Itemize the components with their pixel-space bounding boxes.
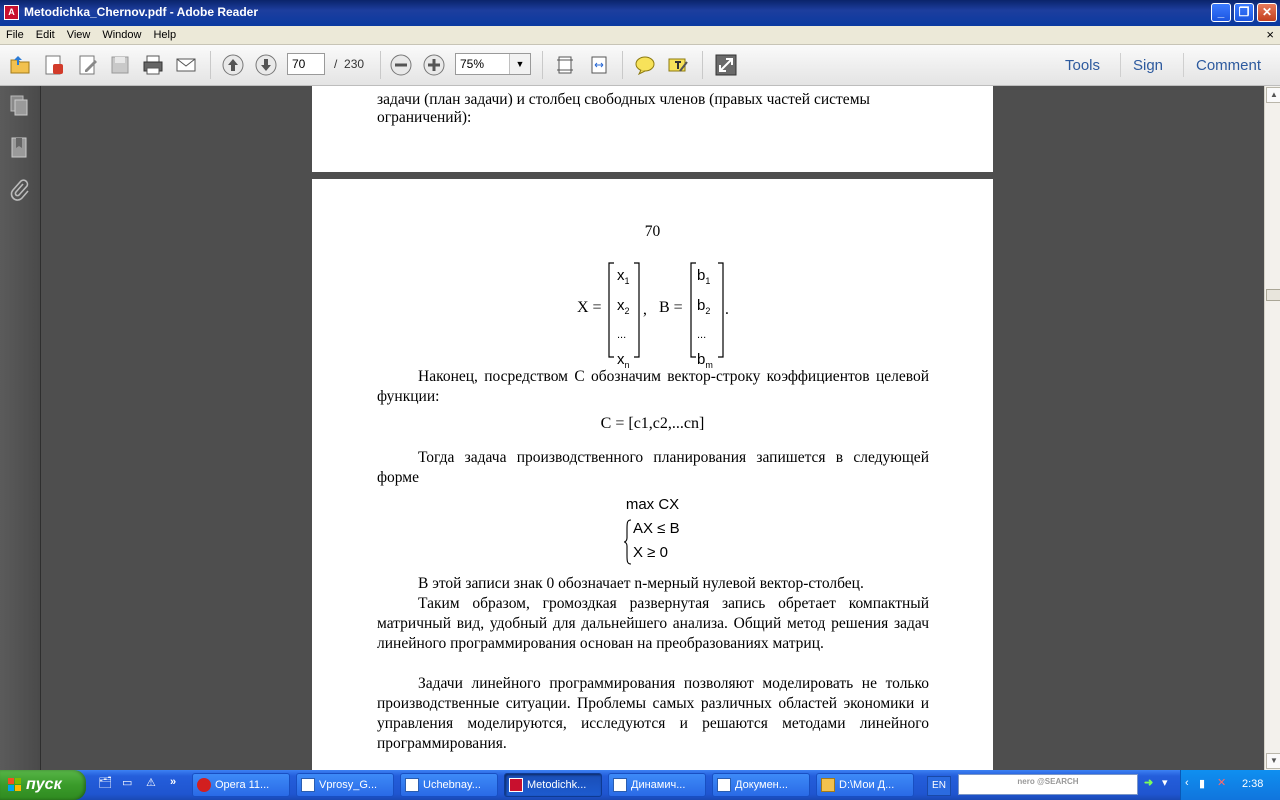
system-tray [1180, 770, 1280, 800]
open-icon[interactable] [8, 53, 32, 77]
prev-page-line-2: ограничений): [377, 109, 472, 126]
equation-c: C = [c1,c2,...cn] [600, 415, 705, 432]
equation-max: max CX [625, 496, 680, 513]
taskbar-item-opera[interactable]: Opera 11... [192, 773, 290, 797]
start-button[interactable] [0, 770, 86, 800]
taskbar-item-dinamich[interactable]: Динамич... [608, 773, 706, 797]
vertical-scrollbar[interactable] [1264, 86, 1280, 770]
scroll-thumb[interactable] [1266, 289, 1280, 301]
paragraph-2: Тогда задача производственного планирования запишется в следующей форме [377, 449, 929, 486]
adobe-reader-icon: A [4, 5, 19, 20]
document-view[interactable] [41, 86, 1264, 770]
taskbar-item-uchebnay[interactable]: Uchebnay... [400, 773, 498, 797]
full-screen-icon[interactable] [714, 53, 738, 77]
x-vector-entries: $x_1$ $x_2$ ... $x_n$ [617, 267, 630, 370]
word-icon [301, 778, 315, 792]
network-signal-icon[interactable]: ▮ [1199, 778, 1206, 790]
sticky-note-icon[interactable] [633, 53, 657, 77]
pdf-page-current: 70 X = $x_1$ $x_2$ ... $x_n$ , B = $b_1$ $b_2$ ... $b_m$ . Наконец, посредством C обозначим вектор-строку коэффициентов целевой функции: C = [c1,c2,...cn] Тогда задача производственного планирования запишется в следующей форме max CX AX ≤ B X ≥ 0 В этой записи знак 0 обозначает n-мерный нулевой вектор-столбец. Таким образом, громоздкая развернутая запись обретает компактный матричный вид, удобный для дальнейшего анализа. Общий метод решения задач линейного программирования основан на преобразованиях матриц. Задачи линейного программирования позволяют моделировать не только производственные ситуации. Проблемы самых различных областей экономики и управления моделируются, исследуются и решаются методами линейного программирования. [312, 179, 993, 770]
zoom-in-icon[interactable] [422, 53, 446, 77]
title-bar [0, 0, 1280, 26]
constraint-2: X ≥ 0 [633, 544, 668, 561]
page-number: 70 [644, 223, 661, 240]
nero-search-box[interactable]: nero @SEARCH [958, 774, 1138, 795]
bookmarks-icon[interactable] [8, 136, 30, 160]
create-pdf-icon[interactable] [42, 53, 66, 77]
quick-launch-desktop-icon[interactable]: ▭ [122, 777, 133, 789]
save-icon[interactable] [108, 53, 132, 77]
highlight-icon[interactable] [666, 53, 690, 77]
paragraph-1: Наконец, посредством C обозначим вектор-строку коэффициентов целевой функции: [377, 368, 929, 405]
close-button[interactable]: ✕ [1257, 3, 1277, 22]
comment-pane-button[interactable]: Comment [1196, 57, 1262, 74]
constraint-1: AX ≤ B [633, 520, 680, 537]
chevron-down-icon[interactable]: ▼ [509, 54, 530, 74]
page-total: / 230 [334, 57, 365, 71]
x-vector-label: X = [577, 299, 602, 316]
taskbar-item-vprosy[interactable]: Vprosy_G... [296, 773, 394, 797]
taskbar [0, 770, 1280, 800]
nero-search-go-icon[interactable]: ➜ [1144, 777, 1154, 789]
word-icon [405, 778, 419, 792]
toolbar [0, 45, 1280, 86]
b-vector-label: B = [659, 299, 683, 316]
clock: 2:38 [1242, 778, 1264, 790]
start-label: пуск [26, 776, 62, 793]
scroll-down-icon[interactable]: ▼ [1266, 753, 1280, 769]
navigation-pane [0, 86, 41, 770]
word-icon [717, 778, 731, 792]
volume-muted-icon[interactable]: ✕ [1217, 777, 1227, 789]
nero-dropdown-icon[interactable]: ▾ [1162, 777, 1168, 789]
menu-window[interactable]: Window [102, 29, 142, 41]
maximize-button[interactable]: ❐ [1234, 3, 1254, 22]
attachments-icon[interactable] [8, 178, 30, 202]
taskbar-item-metodichka[interactable]: Metodichk... [504, 773, 602, 797]
menu-edit[interactable]: Edit [35, 29, 55, 41]
close-document-button[interactable]: × [1266, 27, 1274, 42]
next-page-icon[interactable] [254, 53, 278, 77]
sign-pane-button[interactable]: Sign [1133, 57, 1164, 74]
menu-file[interactable]: File [6, 29, 24, 41]
menu-help[interactable]: Help [153, 29, 177, 41]
folder-icon [821, 778, 835, 792]
fit-page-icon[interactable] [553, 53, 577, 77]
menu-view[interactable]: View [66, 29, 91, 41]
page-thumbnails-icon[interactable] [8, 94, 30, 118]
zoom-select[interactable]: 75% ▼ [455, 53, 531, 75]
tools-pane-button[interactable]: Tools [1065, 57, 1101, 74]
zoom-out-icon[interactable] [389, 53, 413, 77]
taskbar-item-dokumen[interactable]: Докумен... [712, 773, 810, 797]
edit-icon[interactable] [76, 53, 100, 77]
email-icon[interactable] [174, 53, 198, 77]
opera-icon [197, 778, 211, 792]
language-indicator[interactable]: EN [927, 776, 951, 796]
b-vector-entries: $b_1$ $b_2$ ... $b_m$ [697, 267, 713, 370]
windows-logo-icon [8, 778, 22, 792]
quick-launch-tools-icon[interactable]: 🗂 [98, 777, 112, 789]
system-brace [623, 519, 633, 565]
scroll-up-icon[interactable]: ▲ [1266, 87, 1280, 103]
paragraph-5: Задачи линейного программирования позволяют моделировать не только производственные ситуации. Проблемы самых различных областей экономики и управления моделируются, исследуются и решаются методами линейного программирования. [377, 675, 929, 752]
window-title: Metodichka_Chernov.pdf - Adobe Reader [24, 5, 259, 19]
pdf-icon [509, 778, 523, 792]
taskbar-item-folder[interactable]: D:\Мои Д... [816, 773, 914, 797]
minimize-button[interactable]: _ [1211, 3, 1231, 22]
fit-width-icon[interactable] [587, 53, 611, 77]
paragraph-3: В этой записи знак 0 обозначает n-мерный нулевой вектор-столбец. [418, 575, 864, 592]
page-number-input[interactable]: 70 [287, 53, 325, 75]
quick-launch-more-icon[interactable]: » [170, 776, 177, 788]
tray-expand-icon[interactable]: ‹ [1185, 777, 1189, 789]
pdf-page-previous [312, 86, 993, 172]
paragraph-4: Таким образом, громоздкая развернутая запись обретает компактный матричный вид, удобный для дальнейшего анализа. Общий метод решения задач линейного программирования основан на преобразованиях матриц. [377, 595, 929, 652]
previous-page-icon[interactable] [221, 53, 245, 77]
print-icon[interactable] [141, 53, 165, 77]
menu-bar [0, 26, 1280, 45]
quick-launch-avast-icon[interactable]: ⚠ [146, 777, 156, 789]
word-icon [613, 778, 627, 792]
prev-page-line-1: задачи (план задачи) и столбец свободных членов (правых частей системы [377, 91, 870, 108]
